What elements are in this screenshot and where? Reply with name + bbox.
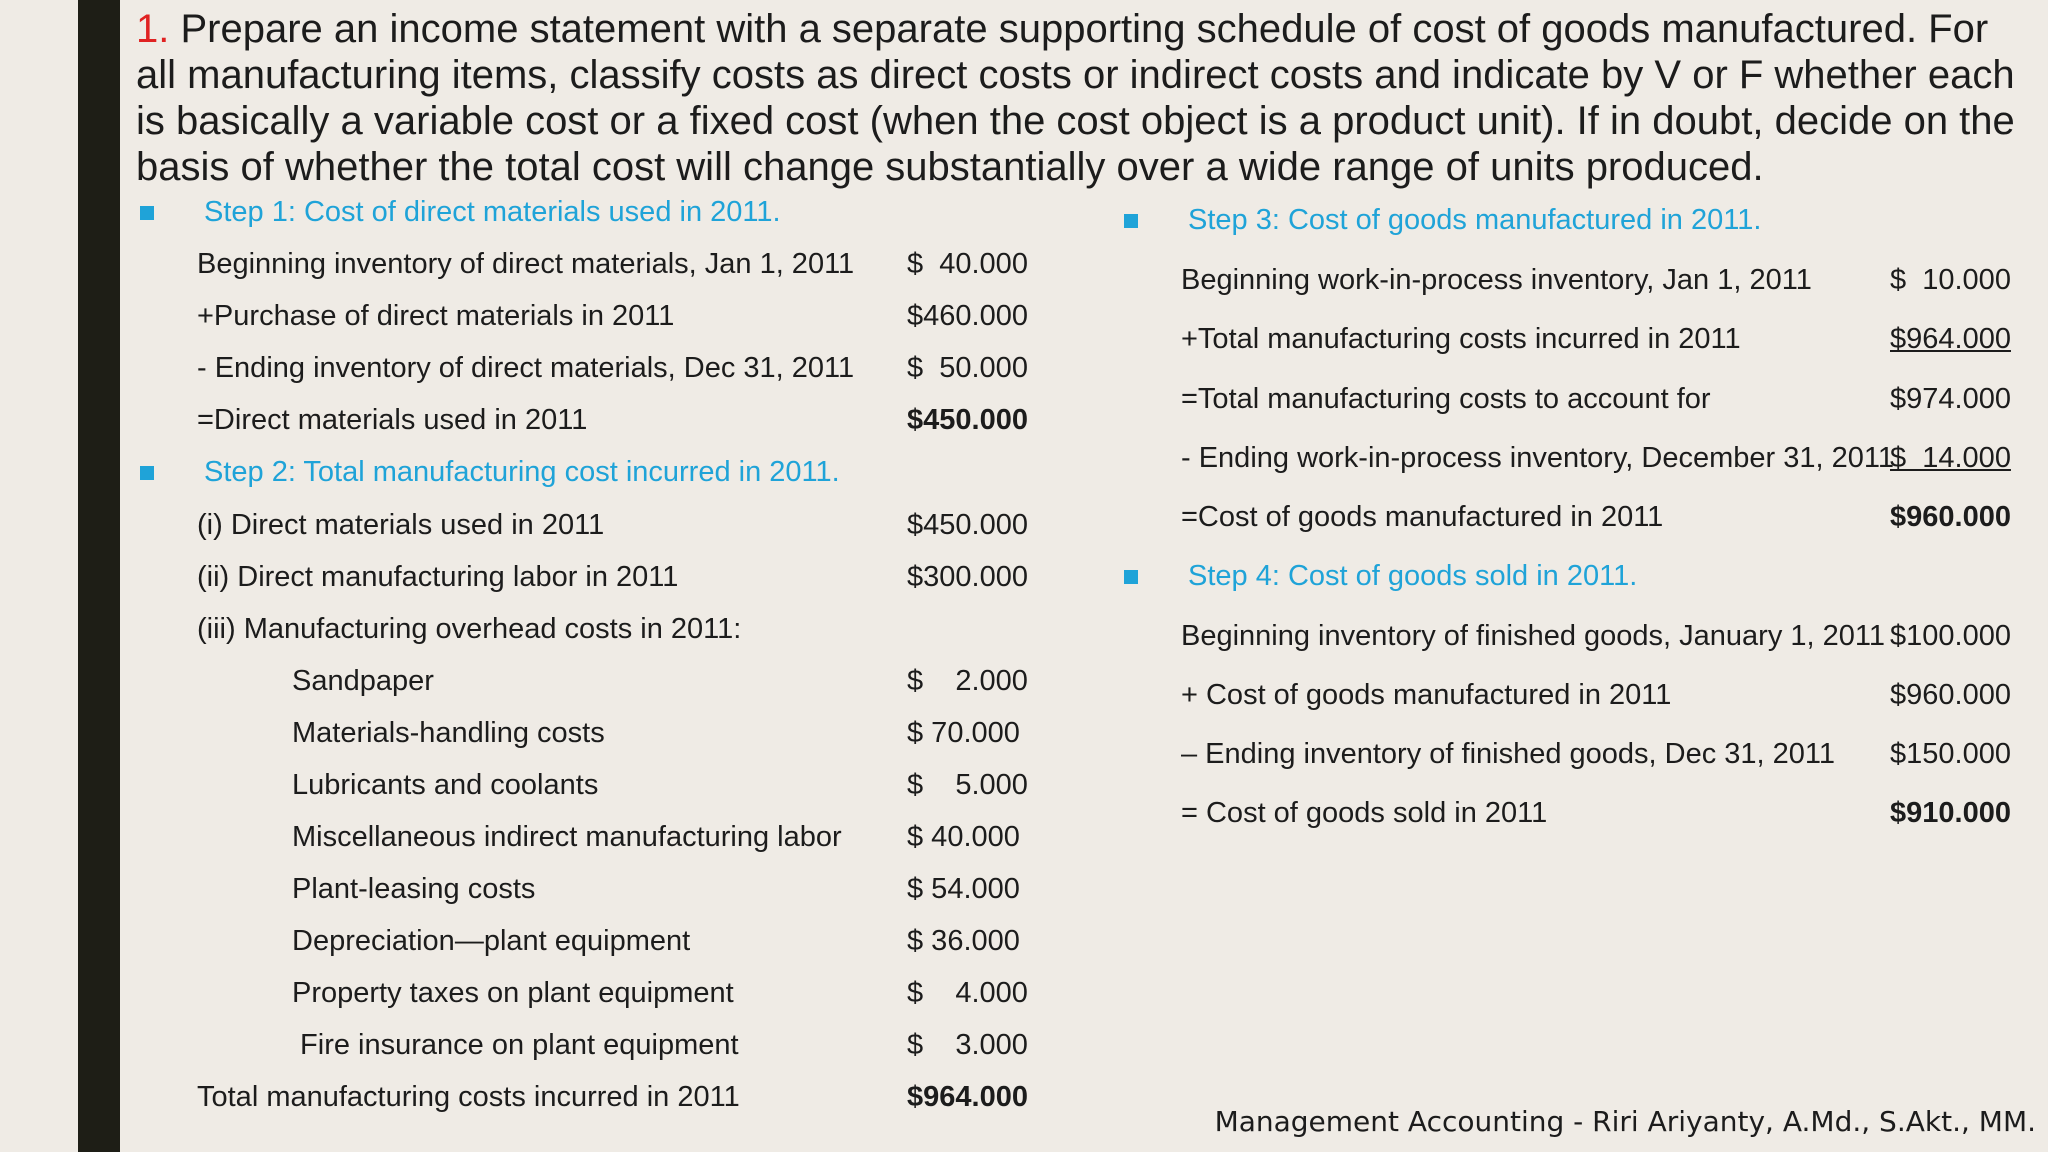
overhead-item-amount: $ 5.000 xyxy=(907,769,1028,801)
overhead-item-label: Depreciation—plant equipment xyxy=(292,925,691,957)
step3-row-amount: $ 10.000 xyxy=(1890,264,2011,296)
step3-row-amount: $974.000 xyxy=(1890,383,2011,415)
step3-row-amount: $964.000 xyxy=(1890,323,2011,355)
overhead-item-amount: $ 2.000 xyxy=(907,665,1028,697)
step3-row-label: - Ending work-in-process inventory, December 31, 2011 xyxy=(1181,442,1894,474)
step1-row-amount: $460.000 xyxy=(907,300,1028,332)
overhead-item-amount: $ 40.000 xyxy=(907,821,1020,853)
step1-row-amount: $ 40.000 xyxy=(907,248,1028,280)
step4-heading-text: Step 4: Cost of goods sold in 2011. xyxy=(1188,560,1638,592)
overhead-item-amount: $ 3.000 xyxy=(907,1029,1028,1061)
step2-heading xyxy=(140,456,840,489)
overhead-item-label: Property taxes on plant equipment xyxy=(292,977,734,1009)
step3-heading xyxy=(1124,204,1761,237)
step3-row-label: =Total manufacturing costs to account for xyxy=(1181,383,1711,415)
bullet-icon xyxy=(1124,570,1138,584)
overhead-item-amount: $ 36.000 xyxy=(907,925,1020,957)
step4-row-amount: $150.000 xyxy=(1890,738,2011,770)
question-number: 1. xyxy=(136,7,170,51)
step3-row-label: Beginning work-in-process inventory, Jan 1, 2011 xyxy=(1181,264,1812,296)
step1-row-label: Beginning inventory of direct materials, Jan 1, 2011 xyxy=(197,248,855,280)
step1-row-label: +Purchase of direct materials in 2011 xyxy=(197,300,675,332)
overhead-item-label: Fire insurance on plant equipment xyxy=(292,1029,739,1061)
step3-row-label: +Total manufacturing costs incurred in 2011 xyxy=(1181,323,1741,355)
step2-total-label: Total manufacturing costs incurred in 2011 xyxy=(197,1081,740,1113)
step4-heading xyxy=(1124,560,1637,593)
overhead-item-label: Plant-leasing costs xyxy=(292,873,536,905)
question-text xyxy=(136,6,2026,190)
overhead-item-label: Lubricants and coolants xyxy=(292,769,599,801)
step1-row-label: =Direct materials used in 2011 xyxy=(197,404,588,436)
overhead-item-label: Materials-handling costs xyxy=(292,717,605,749)
step4-row-label: = Cost of goods sold in 2011 xyxy=(1181,797,1548,829)
step3-total-amount: $960.000 xyxy=(1890,501,2011,533)
bullet-icon xyxy=(1124,214,1138,228)
overhead-item-amount: $ 4.000 xyxy=(907,977,1028,1009)
overhead-item-label: Miscellaneous indirect manufacturing labor xyxy=(292,821,842,853)
slide-sidebar-bar xyxy=(78,0,120,1152)
step1-heading xyxy=(140,196,781,229)
step2-heading-text: Step 2: Total manufacturing cost incurred in 2011. xyxy=(204,456,840,488)
step1-row-amount: $ 50.000 xyxy=(907,352,1028,384)
step2-row-label: (i) Direct materials used in 2011 xyxy=(197,509,605,541)
step4-total-amount: $910.000 xyxy=(1890,797,2011,829)
step2-total-amount: $964.000 xyxy=(907,1081,1028,1113)
question-body: Prepare an income statement with a separate supporting schedule of cost of goods manufactured. For all manufacturing items, classify costs as direct costs or indirect costs and indicate by V or F whether each is basically a variable cost or a fixed cost (when the cost object is a product unit). If in doubt, decide on the basis of whether the total cost will change substantially over a wide range of units produced. xyxy=(136,7,2015,189)
step1-heading-text: Step 1: Cost of direct materials used in 2011. xyxy=(204,196,781,228)
step4-row-amount: $100.000 xyxy=(1890,620,2011,652)
footer-credit: Management Accounting - Riri Ariyanty, A.Md., S.Akt., MM. xyxy=(1214,1105,2036,1138)
step1-row-label: - Ending inventory of direct materials, Dec 31, 2011 xyxy=(197,352,855,384)
overhead-item-label: Sandpaper xyxy=(292,665,434,697)
step2-row-amount: $300.000 xyxy=(907,561,1028,593)
step3-row-amount: $ 14.000 xyxy=(1890,442,2011,474)
bullet-icon xyxy=(140,466,154,480)
step4-row-label: – Ending inventory of finished goods, Dec 31, 2011 xyxy=(1181,738,1836,770)
step3-heading-text: Step 3: Cost of goods manufactured in 2011. xyxy=(1188,204,1762,236)
bullet-icon xyxy=(140,206,154,220)
step1-total-amount: $450.000 xyxy=(907,404,1028,436)
step2-row-label: (iii) Manufacturing overhead costs in 2011: xyxy=(197,613,742,645)
step4-row-label: + Cost of goods manufactured in 2011 xyxy=(1181,679,1672,711)
step4-row-amount: $960.000 xyxy=(1890,679,2011,711)
step3-row-label: =Cost of goods manufactured in 2011 xyxy=(1181,501,1664,533)
step2-row-amount: $450.000 xyxy=(907,509,1028,541)
overhead-item-amount: $ 70.000 xyxy=(907,717,1020,749)
step4-row-label: Beginning inventory of finished goods, January 1, 2011 xyxy=(1181,620,1886,652)
step2-row-label: (ii) Direct manufacturing labor in 2011 xyxy=(197,561,679,593)
overhead-item-amount: $ 54.000 xyxy=(907,873,1020,905)
